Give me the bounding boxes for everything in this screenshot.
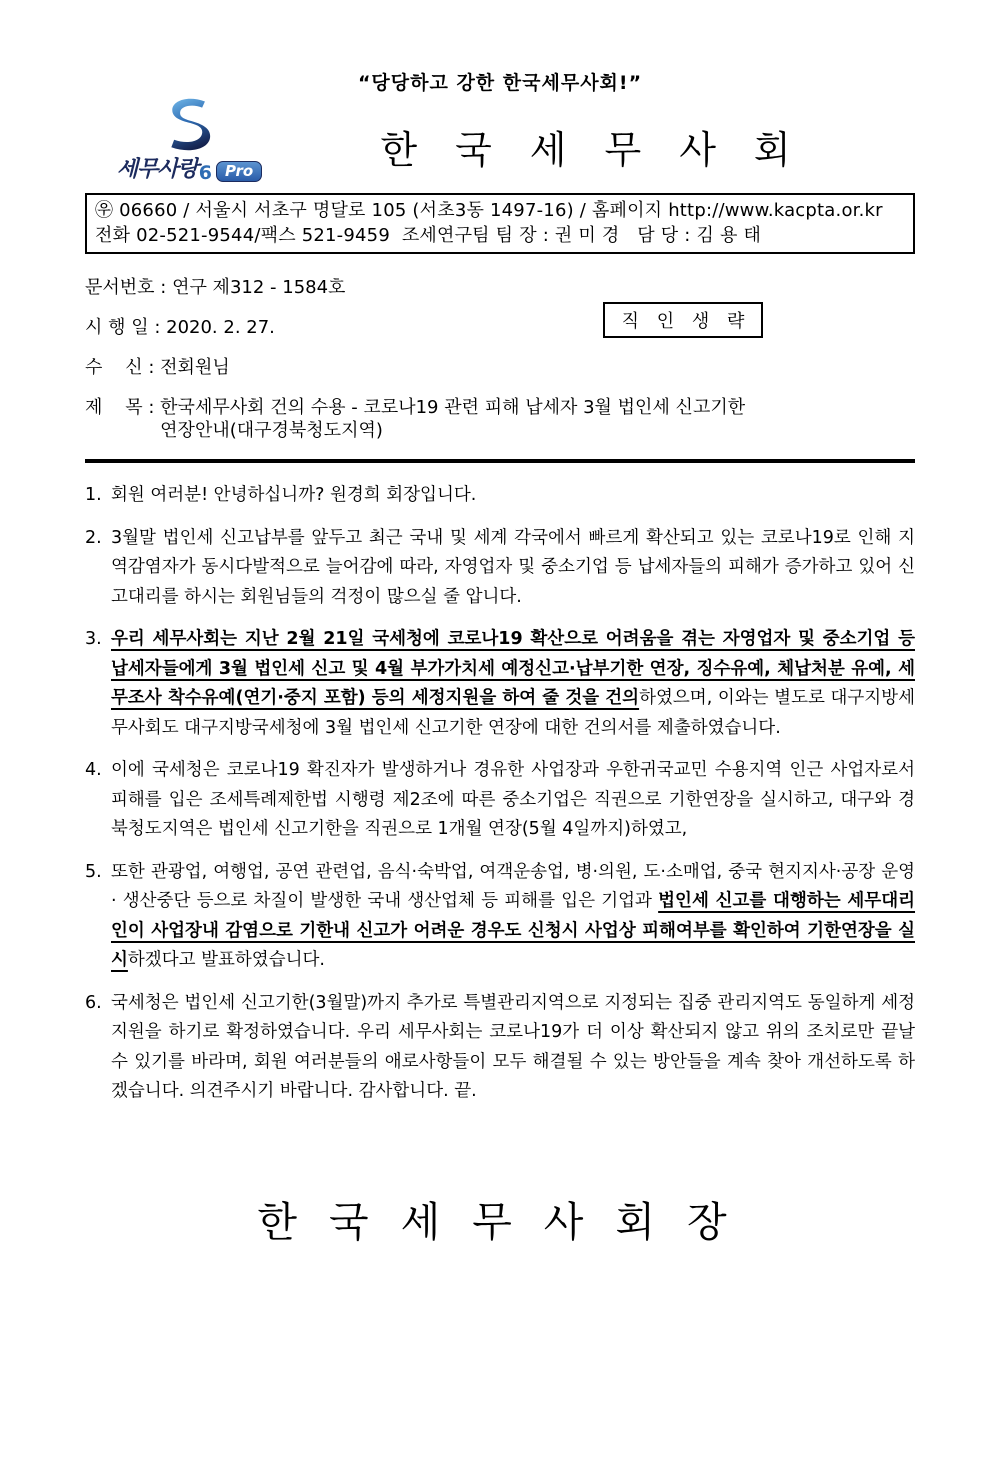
address-line: ㉾ 06660 / 서울시 서초구 명달로 105 (서초3동 1497-16) / 홈페이지 http://www.kacpta.or.kr [95, 200, 883, 221]
doc-number-row [85, 276, 915, 299]
text-segment: 이에 국세청은 코로나19 확진자가 발생하거나 경유한 사업장과 우한귀국교민 수용지역 인근 사업자로서 피해를 입은 조세특례제한법 시행령 제2조에 따른 중소기업은 직권으로 기한연장을 실시하고, 대구와 경북청도지역은 법인세 신고기한을 직권으로 1개월 연장(5월 4일까지)하였고, [111, 760, 915, 839]
text-segment: 회원 여러분! 안녕하십니까? 원경희 회장입니다. [111, 485, 477, 505]
s-swoosh-icon [97, 95, 282, 151]
paragraph-text [111, 756, 915, 845]
subject-value [160, 396, 745, 442]
semusarang-logo [97, 95, 282, 183]
contact-info-box [85, 193, 915, 254]
paragraph-number: 5. [85, 861, 102, 882]
paragraph-number: 2. [85, 527, 102, 548]
slogan: “당당하고 강한 한국세무사회!” [357, 72, 643, 94]
logo-pro-badge: Pro [216, 161, 262, 182]
paragraph-6 [85, 989, 915, 1107]
paragraph-number: 3. [85, 629, 102, 649]
recipient-row [85, 356, 915, 379]
paragraph-text [111, 989, 915, 1107]
subject-line1: 한국세무사회 건의 수용 - 코로나19 관련 피해 납세자 3월 법인세 신고기한 [160, 397, 746, 418]
recipient-value: 전회원님 [160, 357, 230, 378]
signature-title: 한국세무사회장 [257, 1197, 759, 1246]
date-label: 시 행 일 : [85, 317, 167, 338]
paragraph-text [111, 858, 915, 976]
text-segment: 또한 관광업, 여행업, 공연 관련업, 음식·숙박업, 여객운송업, 병·의원, 도·소매업, 중국 현지지사·공장 운영 · 생산중단 등으로 차질이 발생한 국내 생산업체 등 피해를 입은 기업과 [111, 861, 915, 911]
header-divider-rule [85, 459, 915, 463]
subject-line2: 연장안내(대구경북청도지역) [160, 420, 383, 441]
document-page [0, 68, 992, 1471]
phone-line: 전화 02-521-9544/팩스 521-9459 조세연구팀 팀 장 : 권 미 경 담 당 : 김 용 태 [95, 225, 762, 246]
date-row [85, 316, 915, 339]
paragraph-5 [85, 858, 915, 976]
paragraph-number: 1. [85, 485, 102, 505]
emphasized-text-segment: 법인세 신고를 대행하는 세무대리인이 사업장내 감염으로 기한내 신고가 어려운 경우도 신청시 사업상 피해여부를 확인하여 기한연장을 실시 [111, 891, 916, 970]
paragraph-2 [85, 524, 915, 613]
recipient-label: 수 신 : [85, 357, 161, 378]
paragraph-text [111, 625, 915, 743]
header [85, 97, 915, 185]
text-segment: 하겠다고 발표하였습니다. [127, 950, 325, 970]
paragraph-text [111, 481, 915, 511]
logo-six-glyph: 6 [198, 162, 212, 184]
paragraph-number: 4. [85, 760, 102, 780]
paragraph-text [111, 524, 915, 613]
text-segment: 국세청은 법인세 신고기한(3월말)까지 추가로 특별관리지역으로 지정되는 집중 관리지역도 동일하게 세정지원을 하기로 확정하였습니다. 우리 세무사회는 코로나19가 더 이상 확산되지 않고 위의 조치로만 끝날 수 있기를 바라며, 회원 여러분들의 애로사항들이 모두 해결될 수 있는 방안들을 계속 찾아 개선하도록 하겠습니다. 의견주시기 바랍니다. 감사합니다. 끝. [111, 992, 915, 1101]
paragraph-4 [85, 756, 915, 845]
paragraph-3 [85, 625, 915, 743]
text-segment: 3월말 법인세 신고납부를 앞두고 최근 국내 및 세계 각국에서 빠르게 확산되고 있는 코로나19로 인해 지역감염자가 동시다발적으로 늘어감에 따라, 자영업자 및 중소기업 등 납세자들의 피해가 증가하고 있어 신고대리를 하시는 회원님들의 걱정이 많으실 줄 압니다. [111, 527, 915, 607]
emphasized-text-segment: 우리 세무사회는 지난 2월 21일 국세청에 코로나19 확산으로 어려움을 겪는 자영업자 및 중소기업 등 납세자들에게 3월 법인세 신고 및 4월 부가가치세 예정신고·납부기한 연장, 징수유예, 체납처분 유예, 세무조사 착수유예(연기·중지 포함) 등의 세정지원을 하여 줄 것을 건의 [111, 629, 915, 708]
date-value: 2020. 2. 27. [166, 317, 275, 338]
seal-omitted-box: 직 인 생 략 [603, 302, 763, 338]
subject-label: 제 목 : [85, 397, 161, 418]
text-segment: 하였으며, 이와는 별도로 대구지방세무사회도 대구지방국세청에 3월 법인세 신고기한 연장에 대한 건의서를 제출하였습니다. [111, 688, 915, 738]
letter-body [85, 481, 915, 1107]
doc-number-value: 연구 제312 - 1584호 [172, 277, 346, 298]
paragraph-1 [85, 481, 915, 511]
logo-wordmark [97, 152, 282, 183]
subject-row [85, 396, 915, 442]
doc-number-label: 문서번호 : [85, 277, 173, 298]
paragraph-number: 6. [85, 992, 102, 1013]
organization-title: 한국세무사회 [380, 128, 829, 172]
logo-brand-text: 세무사랑 [116, 157, 198, 182]
document-meta [85, 276, 915, 442]
